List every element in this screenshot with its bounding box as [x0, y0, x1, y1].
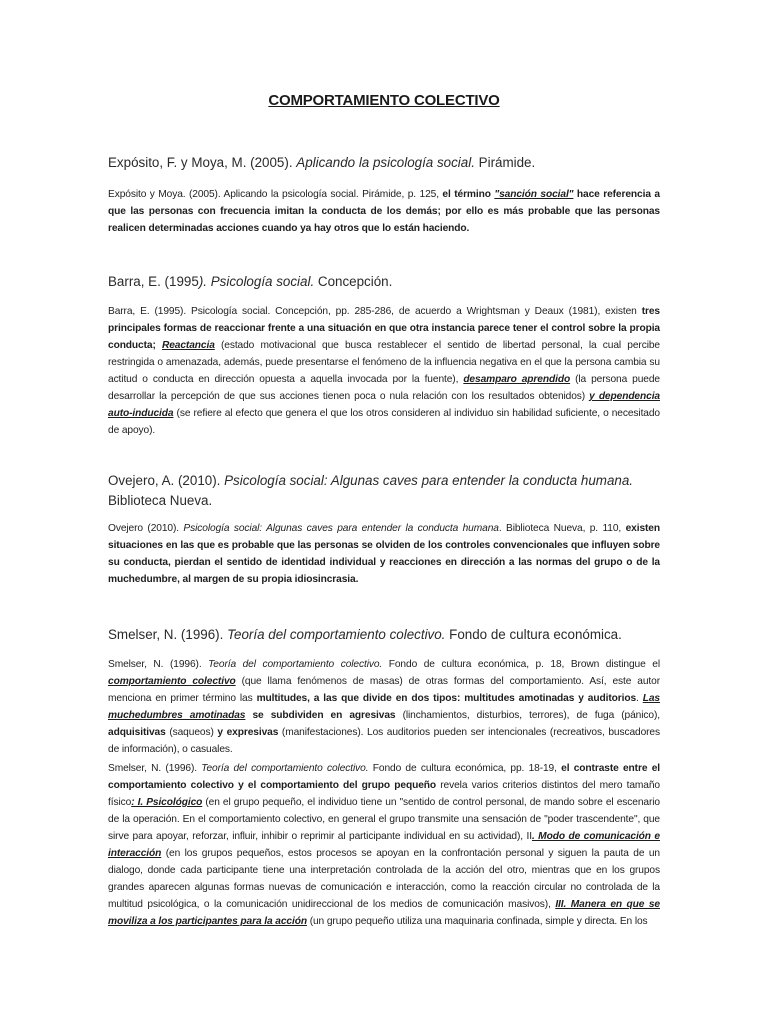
- text-run: III. Manera en que se moviliza a los participantes para la acción: [108, 899, 660, 927]
- text-run: (saqueos): [165, 727, 218, 738]
- ref-publisher: Concepción.: [314, 274, 393, 289]
- ref-publisher: Fondo de cultura económica.: [445, 627, 622, 642]
- text-run: Psicología social: Algunas caves para entender la conducta humana: [183, 523, 499, 534]
- text-run: (en el grupo pequeño, el individuo tiene un "sentido de control personal, de mando sobre el escenario de la operación. En el comportamiento colectivo, en general el grupo transmite una sensación de "poder trascendente", que sirve para apoyar, reforzar, influir, inhibir o reprimir al participante individual en su actividad), II: [108, 797, 660, 842]
- text-run: revela varios criterios distintos del mero tamaño físico: [108, 780, 660, 808]
- text-run: desamparo aprendido: [463, 374, 571, 385]
- text-run: .: [636, 693, 643, 704]
- text-run: (manifestaciones). Los auditorios pueden ser intencionales (recreativos, buscadores de información), o casuales.: [108, 727, 660, 755]
- text-run: : I. Psicológico: [131, 797, 203, 808]
- paragraph: [108, 186, 660, 237]
- reference-heading: [108, 625, 668, 645]
- paragraph: [108, 303, 660, 439]
- text-run: Smelser, N. (1996).: [108, 763, 202, 774]
- text-run: . Biblioteca Nueva, p. 110,: [498, 523, 626, 534]
- text-run: "sanción social": [494, 189, 574, 200]
- text-run: (estado motivacional que busca restablecer el sentido de libertad personal, la cual percibe restringida o amenazada, además, puede presentarse el fenómeno de la influencia negativa en el que la persona cambia su actitud o conducta en dirección opuesta a aquella invocada por la fuente),: [108, 340, 660, 385]
- text-run: (linchamientos, disturbios, terrores), de fuga (pánico),: [395, 710, 660, 721]
- text-run: el término: [442, 189, 495, 200]
- ref-authors: Smelser, N. (1996).: [108, 627, 228, 642]
- ref-authors: Expósito, F. y Moya, M. (2005).: [108, 155, 297, 170]
- text-run: (la persona puede desarrollar la percepción de que sus acciones tienen poca o nula relación con los resultados obtenidos): [108, 374, 660, 402]
- paragraph: [108, 520, 660, 588]
- ref-publisher: Biblioteca Nueva.: [108, 493, 213, 508]
- text-run: comportamiento colectivo: [108, 676, 236, 687]
- text-run: (en los grupos pequeños, estos procesos se apoyan en la confrontación personal y siguen la pauta de un dialogo, donde cada participante tiene una interpretación controlada de la acción del otro, mientras que en los grupos grandes aparecen algunas formas nuevas de comunicación e interacción, como la reacción circular no controlada de la multitud psicológica, o la comunicación unidireccional de los medios de comunicación masivos),: [108, 848, 660, 910]
- text-run: Teoría del comportamiento colectivo.: [201, 763, 369, 774]
- text-run: . Modo de comunicación e interacción: [108, 831, 660, 859]
- text-run: Teoría del comportamiento colectivo.: [208, 659, 383, 670]
- text-run: Smelser, N. (1996).: [108, 659, 209, 670]
- text-run: tres principales formas de reaccionar frente a una situación en que otra instancia parece tener el control sobre la propia conducta;: [108, 306, 660, 351]
- text-run: Fondo de cultura económica, pp. 18-19,: [368, 763, 562, 774]
- reference-heading: [108, 272, 668, 292]
- text-run: Fondo de cultura económica, p. 18, Brown distingue el: [382, 659, 660, 670]
- text-run: y expresivas: [217, 727, 279, 738]
- page-title: COMPORTAMIENTO COLECTIVO: [268, 92, 500, 109]
- reference-heading: [108, 153, 668, 173]
- text-run: (se refiere al efecto que genera el que los otros consideren al individuo sin habilidad suficiente, o necesitado de apoyo).: [108, 408, 660, 436]
- reference-heading: [108, 471, 668, 511]
- text-run: adquisitivas: [108, 727, 166, 738]
- text-run: (un grupo pequeño utiliza una maquinaria confinada, simple y directa. En los: [306, 916, 648, 927]
- text-run: Ovejero (2010).: [108, 523, 184, 534]
- text-run: y dependencia auto-inducida: [108, 391, 660, 419]
- text-run: Las muchedumbres amotinadas: [108, 693, 660, 721]
- text-run: (que llama fenómenos de masas) de otras formas del comportamiento. Así, este autor menciona en primer término las: [108, 676, 660, 704]
- paragraph: [108, 760, 660, 930]
- paragraph: [108, 656, 660, 758]
- text-run: multitudes, a las que divide en dos tipos: multitudes amotinadas y auditorios: [256, 693, 637, 704]
- ref-work: ). Psicología social.: [198, 274, 315, 289]
- ref-publisher: Pirámide.: [474, 155, 536, 170]
- text-run: Expósito y Moya. (2005). Aplicando la psicología social. Pirámide, p. 125,: [108, 189, 443, 200]
- text-run: se subdividen en agresivas: [245, 710, 396, 721]
- ref-work: Teoría del comportamiento colectivo.: [227, 627, 446, 642]
- text-run: el contraste entre el comportamiento colectivo y el comportamiento del grupo pequeño: [108, 763, 660, 791]
- text-run: hace referencia a que las personas con frecuencia imitan la conducta de los demás; por ello es más probable que las personas realicen determinadas acciones cuando ya hay otros que lo están haciendo.: [108, 189, 660, 234]
- text-run: Barra, E. (1995). Psicología social. Concepción, pp. 285-286, de acuerdo a Wrightsman y Deaux (1981), existen: [108, 306, 642, 317]
- ref-authors: Ovejero, A. (2010).: [108, 473, 225, 488]
- ref-authors: Barra, E. (1995: [108, 274, 199, 289]
- text-run: existen situaciones en las que es probable que las personas se olviden de los controles convencionales que influyen sobre su conducta, pierdan el sentido de identidad individual y reacciones en dirección a las normas del grupo o de la muchedumbre, al margen de su propia idiosincrasia.: [108, 523, 660, 585]
- text-run: Reactancia: [161, 340, 215, 351]
- ref-work: Aplicando la psicología social.: [296, 155, 475, 170]
- ref-work: Psicología social: Algunas caves para entender la conducta humana.: [224, 473, 634, 488]
